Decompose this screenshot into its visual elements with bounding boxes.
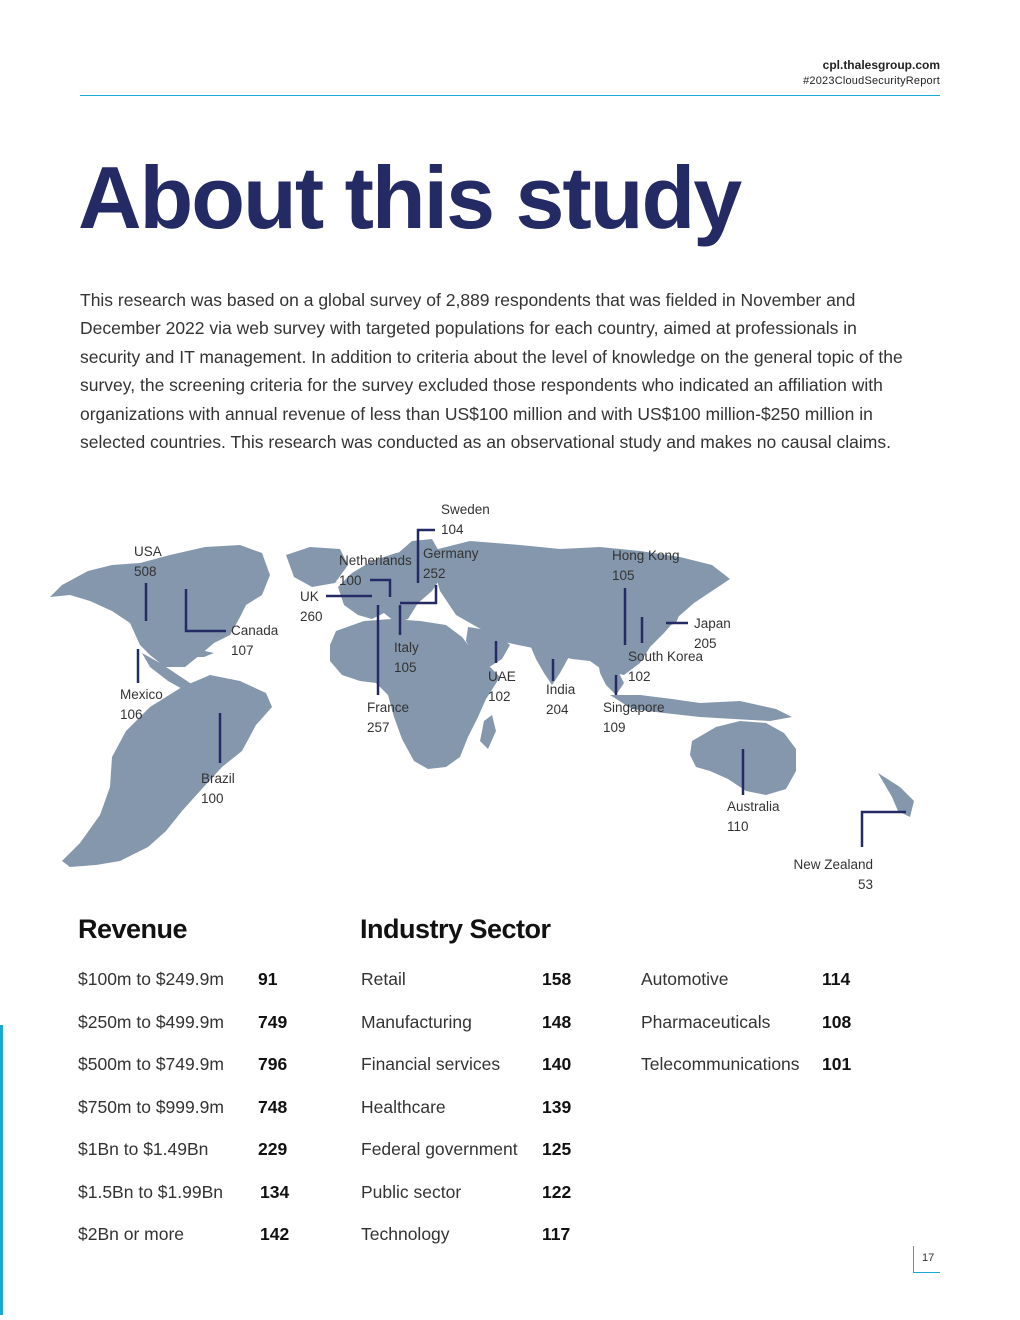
country-name: Singapore — [603, 700, 665, 715]
revenue-row — [78, 964, 318, 994]
row-label: Healthcare — [361, 1096, 446, 1117]
row-label: Financial services — [361, 1054, 501, 1074]
country-name: Sweden — [441, 502, 490, 517]
row-value: 158 — [542, 969, 572, 989]
map-label-usa — [134, 542, 162, 582]
country-name: Germany — [423, 546, 479, 561]
map-label-hong-kong — [612, 546, 680, 586]
row-value: 748 — [258, 1096, 288, 1117]
country-count: 100 — [339, 573, 362, 588]
industry-row — [641, 964, 882, 994]
country-name: Italy — [394, 640, 419, 655]
row-value: 117 — [542, 1224, 571, 1244]
country-name: Canada — [231, 623, 279, 638]
land-madagascar — [480, 715, 496, 749]
land-india — [530, 643, 570, 685]
row-label: Public sector — [361, 1181, 462, 1202]
country-name: USA — [134, 544, 162, 559]
map-label-singapore — [603, 698, 665, 738]
row-value: 796 — [258, 1054, 288, 1074]
map-label-sweden — [441, 500, 490, 540]
row-label: Manufacturing — [361, 1011, 472, 1032]
map-label-uae — [488, 667, 516, 707]
row-label: $500m to $749.9m — [78, 1054, 224, 1074]
industry-row — [361, 964, 602, 994]
row-value: 148 — [542, 1011, 572, 1032]
row-label: $250m to $499.9m — [78, 1011, 224, 1032]
map-label-south-korea — [628, 647, 703, 687]
header-site: cpl.thalesgroup.com — [822, 58, 940, 72]
page-number: 17 — [922, 1252, 935, 1264]
map-label-italy — [394, 638, 419, 678]
row-label: $100m to $249.9m — [78, 969, 224, 989]
row-label: $2Bn or more — [78, 1224, 185, 1244]
map-label-brazil — [201, 769, 235, 809]
country-count: 102 — [488, 689, 511, 704]
industry-row — [361, 1007, 602, 1037]
country-count: 205 — [694, 636, 717, 651]
map-label-netherlands — [339, 551, 412, 591]
row-label: Federal government — [361, 1139, 518, 1159]
country-count: 107 — [231, 643, 254, 658]
map-label-canada — [231, 621, 278, 661]
industry-row — [641, 1007, 882, 1037]
row-value: 134 — [260, 1181, 290, 1202]
header-hashtag: #2023CloudSecurityReport — [803, 75, 940, 87]
page-title: About this study — [78, 148, 741, 247]
country-count: 105 — [612, 568, 635, 583]
revenue-row — [78, 1007, 318, 1037]
industry-row — [641, 1049, 882, 1079]
country-count: 102 — [628, 669, 651, 684]
row-value: 142 — [260, 1224, 290, 1244]
row-value: 139 — [542, 1096, 572, 1117]
edge-accent-bar — [0, 1025, 3, 1315]
row-label: $1.5Bn to $1.99Bn — [78, 1181, 223, 1202]
row-value: 125 — [542, 1139, 572, 1159]
row-label: Telecommunications — [641, 1054, 800, 1074]
land-south-america — [62, 675, 272, 867]
row-label: Pharmaceuticals — [641, 1011, 771, 1032]
world-map — [0, 495, 1020, 905]
revenue-row — [78, 1134, 318, 1164]
revenue-heading: Revenue — [78, 914, 188, 944]
country-name: Australia — [727, 799, 780, 814]
industry-row — [361, 1092, 602, 1122]
revenue-row — [78, 1049, 318, 1079]
revenue-row — [78, 1219, 320, 1249]
map-label-france — [367, 698, 409, 738]
country-name: India — [546, 682, 576, 697]
country-name: Hong Kong — [612, 548, 680, 563]
country-name: France — [367, 700, 410, 715]
row-value: 140 — [542, 1054, 572, 1074]
map-label-mexico — [120, 685, 163, 725]
industry-row — [361, 1049, 602, 1079]
country-name: UK — [300, 589, 319, 604]
industry-row — [361, 1177, 602, 1207]
country-count: 252 — [423, 566, 446, 581]
country-name: Netherlands — [339, 553, 412, 568]
row-value: 101 — [822, 1054, 852, 1074]
country-count: 53 — [857, 877, 873, 892]
header-divider — [80, 95, 940, 96]
country-count: 104 — [441, 522, 464, 537]
country-name: Brazil — [201, 771, 235, 786]
country-count: 508 — [134, 564, 157, 579]
revenue-row — [78, 1177, 320, 1207]
country-count: 105 — [394, 660, 417, 675]
country-count: 109 — [603, 720, 626, 735]
map-label-australia — [727, 797, 780, 837]
country-count: 260 — [300, 609, 323, 624]
country-count: 257 — [367, 720, 390, 735]
country-name: UAE — [488, 669, 516, 684]
map-label-new-zealand — [783, 855, 873, 895]
map-label-india — [546, 680, 575, 720]
country-name: Japan — [694, 616, 731, 631]
row-value: 91 — [258, 969, 278, 989]
country-count: 100 — [201, 791, 224, 806]
country-name: Mexico — [120, 687, 163, 702]
row-label: Retail — [361, 969, 406, 989]
row-label: $750m to $999.9m — [78, 1096, 224, 1117]
land-new-zealand — [878, 773, 914, 817]
revenue-row — [78, 1092, 318, 1122]
row-value: 122 — [542, 1181, 572, 1202]
country-count: 110 — [727, 819, 749, 834]
map-label-uk — [300, 587, 323, 627]
row-label: $1Bn to $1.49Bn — [78, 1139, 209, 1159]
map-label-germany — [423, 544, 479, 584]
industry-row — [361, 1134, 602, 1164]
row-value: 108 — [822, 1011, 852, 1032]
row-value: 749 — [258, 1011, 288, 1032]
row-label: Automotive — [641, 969, 729, 989]
intro-paragraph: This research was based on a global survey of 2,889 respondents that was fielded in November and December 2022 via web survey with targeted populations for each country, aimed at professionals in security and IT management. In addition to criteria about the level of knowledge on the general topic of the survey, the screening criteria for the survey excluded those respondents who indicated an affiliation with organizations with annual revenue of less than US$100 million and with US$100 million-$250 million in selected countries. This research was conducted as an observational study and makes no causal claims. — [80, 290, 903, 453]
row-label: Technology — [361, 1224, 450, 1244]
industry-row — [361, 1219, 602, 1249]
country-count: 106 — [120, 707, 143, 722]
row-value: 114 — [822, 969, 851, 989]
country-name: South Korea — [628, 649, 704, 664]
row-value: 229 — [258, 1139, 288, 1159]
country-count: 204 — [546, 702, 569, 717]
country-name: New Zealand — [793, 857, 873, 872]
leader-line-new-zealand — [862, 812, 906, 847]
industry-heading: Industry Sector — [360, 914, 551, 944]
